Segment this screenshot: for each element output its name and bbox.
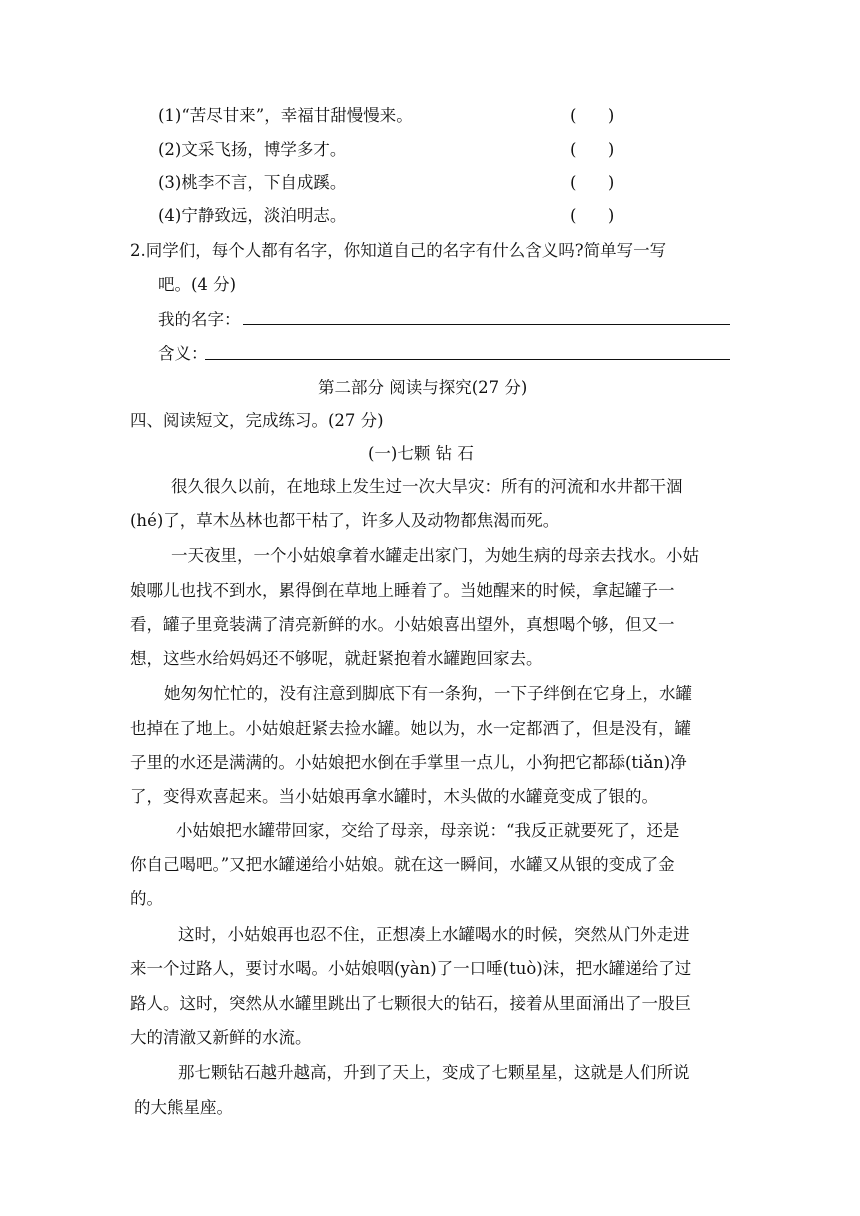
story-line: 她匆匆忙忙的，没有注意到脚底下有一条狗，一下子绊倒在它身上，水罐 <box>164 684 692 703</box>
story-line: 很久很久以前，在地球上发生过一次大旱灾：所有的河流和水井都干涸 <box>171 477 683 496</box>
story-title: (一)七颗 钻 石 <box>368 444 474 463</box>
section-four-instruction: 四、阅读短文，完成练习。(27 分) <box>130 411 384 430</box>
story-line: 来一个过路人，要讨水喝。小姑娘咽(yàn)了一口唾(tuò)沫，把水罐递给了过 <box>130 959 692 978</box>
name-label: 我的名字： <box>158 310 241 329</box>
meaning-label: 含义： <box>158 344 208 363</box>
item-3-text: (3)桃李不言，下自成蹊。 <box>158 173 347 192</box>
story-line: 想，这些水给妈妈还不够呢，就赶紧抱着水罐跑回家去。 <box>130 649 543 668</box>
story-line: 一天夜里，一个小姑娘拿着水罐走出家门，为她生病的母亲去找水。小姑 <box>171 546 699 565</box>
item-4-answer-blank[interactable]: ( ) <box>570 206 615 225</box>
story-line: 路人。这时，突然从水罐里跳出了七颗很大的钻石，接着从里面涌出了一股巨 <box>130 994 691 1013</box>
story-line: 你自己喝吧。”又把水罐递给小姑娘。就在这一瞬间，水罐又从银的变成了金 <box>130 855 675 874</box>
part-two-heading: 第二部分 阅读与探究(27 分) <box>318 378 528 397</box>
story-line: 那七颗钻石越升越高，升到了天上，变成了七颗星星，这就是人们所说 <box>178 1063 690 1082</box>
item-2-answer-blank[interactable]: ( ) <box>570 140 615 159</box>
story-line: 小姑娘把水罐带回家，交给了母亲，母亲说：“我反正就要死了，还是 <box>176 821 680 840</box>
question-2-text-line1: 2.同学们，每个人都有名字，你知道自己的名字有什么含义吗?简单写一写 <box>130 241 667 260</box>
story-line: 了，变得欢喜起来。当小姑娘再拿水罐时，木头做的水罐竟变成了银的。 <box>130 787 658 806</box>
story-line: (hé)了，草木丛林也都干枯了，许多人及动物都焦渴而死。 <box>130 511 560 530</box>
item-4-text: (4)宁静致远，淡泊明志。 <box>158 206 347 225</box>
story-line: 子里的水还是满满的。小姑娘把水倒在手掌里一点儿，小狗把它都舔(tiǎn)净 <box>130 753 687 772</box>
story-line: 这时，小姑娘再也忍不住，正想凑上水罐喝水的时候，突然从门外走进 <box>178 925 690 944</box>
item-1-answer-blank[interactable]: ( ) <box>570 106 615 125</box>
story-line: 娘哪儿也找不到水，累得倒在草地上睡着了。当她醒来的时候，拿起罐子一 <box>130 581 675 600</box>
item-1-text: (1)“苦尽甘来”，幸福甘甜慢慢来。 <box>158 106 413 125</box>
question-2-text-line2: 吧。(4 分) <box>158 275 237 294</box>
story-line: 看，罐子里竟装满了清亮新鲜的水。小姑娘喜出望外，真想喝个够，但又一 <box>130 615 675 634</box>
item-2-text: (2)文采飞扬，博学多才。 <box>158 140 347 159</box>
story-line: 大的清澈又新鲜的水流。 <box>130 1028 312 1047</box>
name-answer-line[interactable] <box>243 324 730 325</box>
story-line: 的大熊星座。 <box>134 1098 233 1117</box>
story-line: 的。 <box>130 889 163 908</box>
meaning-answer-line[interactable] <box>205 359 730 360</box>
item-3-answer-blank[interactable]: ( ) <box>570 173 615 192</box>
story-line: 也掉在了地上。小姑娘赶紧去捡水罐。她以为，水一定都洒了，但是没有，罐 <box>130 719 691 738</box>
